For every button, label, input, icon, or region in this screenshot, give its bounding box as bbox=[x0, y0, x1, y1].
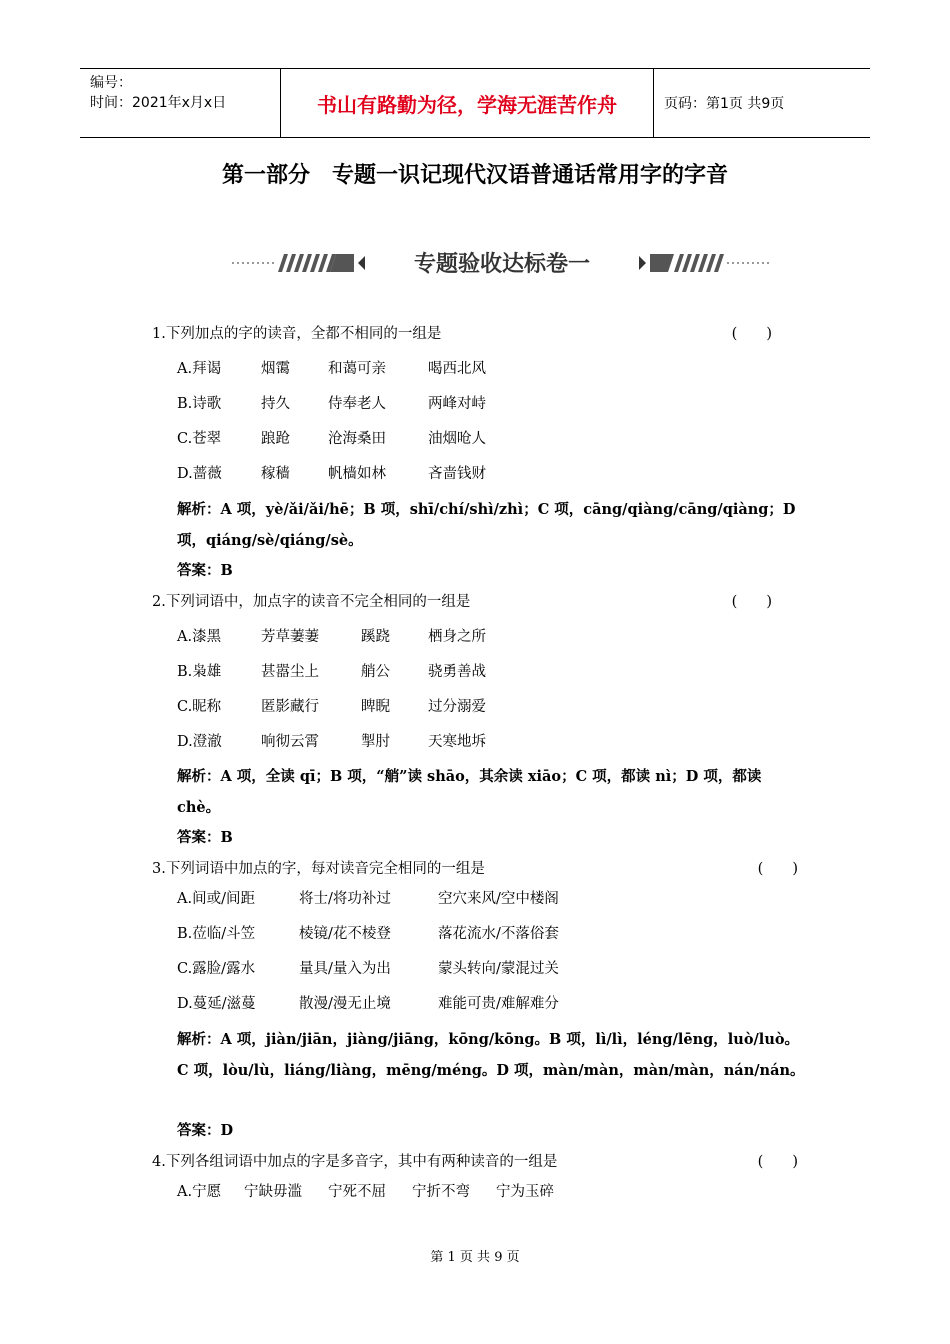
option-item: D.澄澈 bbox=[177, 734, 222, 750]
option-item: 踉跄 bbox=[261, 431, 290, 447]
option-item: 帆樯如林 bbox=[328, 466, 386, 482]
option-item: 过分溺爱 bbox=[428, 699, 486, 715]
answer: 答案：B bbox=[177, 829, 233, 846]
option-item: B.枭雄 bbox=[177, 664, 222, 680]
question-4 bbox=[152, 1151, 812, 1173]
option-item: 天寒地坼 bbox=[428, 734, 486, 750]
answer-paren: ( ) bbox=[757, 861, 798, 877]
option-item: 宁折不弯 bbox=[412, 1184, 470, 1200]
explanation: 解析：A 项，全读 qī；B 项，“艄”读 shāo，其余读 xiāo；C 项，都读 nì；D 项，都读 chè。 bbox=[177, 768, 762, 816]
option-item: 将士/将功补过 bbox=[299, 891, 391, 907]
option-item: 空穴来风/空中楼阁 bbox=[438, 891, 559, 907]
banner-decoration bbox=[232, 248, 772, 278]
option-item: 甚嚣尘上 bbox=[261, 664, 319, 680]
page-info: 页码：第1页 共9页 bbox=[664, 96, 785, 112]
option-item: D.蔓延/滋蔓 bbox=[177, 996, 256, 1012]
answer: 答案：D bbox=[177, 1122, 234, 1139]
stem-text: 2.下列词语中，加点字的读音不完全相同的一组是 bbox=[152, 594, 471, 610]
question-stem bbox=[152, 858, 812, 880]
option-item: 持久 bbox=[261, 396, 290, 412]
option-item: 量具/量入为出 bbox=[299, 961, 391, 977]
option-item: 棱镜/花不棱登 bbox=[299, 926, 391, 942]
option-item: 艄公 bbox=[361, 664, 390, 680]
option-item: A.间或/间距 bbox=[177, 891, 255, 907]
option-item: 两峰对峙 bbox=[428, 396, 486, 412]
option-item: 蒙头转向/蒙混过关 bbox=[438, 961, 559, 977]
option-item: 喝西北风 bbox=[428, 361, 486, 377]
option-item: 吝啬钱财 bbox=[428, 466, 486, 482]
option-item: 落花流水/不落俗套 bbox=[438, 926, 559, 942]
option-item: 和蔼可亲 bbox=[328, 361, 386, 377]
header-left-cell bbox=[80, 69, 280, 141]
header-page-cell bbox=[654, 69, 870, 137]
question-1 bbox=[152, 323, 812, 345]
option-item: 散漫/漫无止境 bbox=[299, 996, 391, 1012]
option-item: 宁为玉碎 bbox=[496, 1184, 554, 1200]
option-item: 匿影藏行 bbox=[261, 699, 319, 715]
option-item: C.昵称 bbox=[177, 699, 222, 715]
stem-text: 1.下列加点的字的读音，全都不相同的一组是 bbox=[152, 326, 442, 342]
number-label: 编号： bbox=[90, 75, 132, 91]
option-item: 蹊跷 bbox=[361, 629, 390, 645]
option-item: 宁死不屈 bbox=[328, 1184, 386, 1200]
option-item: 栖身之所 bbox=[428, 629, 486, 645]
option-item: 沧海桑田 bbox=[328, 431, 386, 447]
option-item: D.蔷薇 bbox=[177, 466, 222, 482]
page-title: 第一部分 专题一识记现代汉语普通话常用字的字音 bbox=[221, 163, 728, 188]
page-footer: 第 1 页 共 9 页 bbox=[430, 1250, 520, 1265]
option-item: A.宁愿 bbox=[177, 1184, 222, 1200]
option-item: 骁勇善战 bbox=[428, 664, 486, 680]
option-item: 稼穑 bbox=[261, 466, 290, 482]
question-3 bbox=[152, 858, 812, 880]
stem-text: 3.下列词语中加点的字，每对读音完全相同的一组是 bbox=[152, 861, 485, 877]
option-item: B.莅临/斗笠 bbox=[177, 926, 256, 942]
option-item: A.拜谒 bbox=[177, 361, 222, 377]
option-item: 响彻云霄 bbox=[261, 734, 319, 750]
option-item: A.漆黑 bbox=[177, 629, 222, 645]
option-item: 宁缺毋滥 bbox=[244, 1184, 302, 1200]
question-2 bbox=[152, 591, 812, 613]
question-stem bbox=[152, 1151, 812, 1173]
header-motto-cell bbox=[280, 69, 654, 137]
explanation: 解析：A 项，yè/ǎi/ǎi/hē；B 项，shī/chí/shì/zhì；C 项，cāng/qiàng/cāng/qiàng；D 项，qiáng/sè/qiáng/sè。 bbox=[177, 501, 796, 549]
banner-title: 专题验收达标卷一 bbox=[413, 252, 591, 277]
answer-paren: ( ) bbox=[731, 326, 772, 342]
stem-text: 4.下列各组词语中加点的字是多音字，其中有两种读音的一组是 bbox=[152, 1154, 558, 1170]
section-banner bbox=[232, 248, 772, 278]
explanation: 解析：A 项，jiàn/jiān，jiàng/jiāng，kōng/kōng。B 项，lì/lì，léng/lēng，luò/luò。C 项，lòu/lù，liáng/liàng，mēng/méng。D 项，màn/màn，màn/màn，nán/nán。 bbox=[177, 1031, 805, 1079]
motto-text: 书山有路勤为径，学海无涯苦作舟 bbox=[317, 92, 617, 117]
option-item: 侍奉老人 bbox=[328, 396, 386, 412]
time-label: 时间：2021年x月x日 bbox=[90, 95, 227, 111]
option-item: 芳草萋萋 bbox=[261, 629, 319, 645]
answer: 答案：B bbox=[177, 562, 233, 579]
option-item: 睥睨 bbox=[361, 699, 390, 715]
option-item: 油烟呛人 bbox=[428, 431, 486, 447]
answer-paren: ( ) bbox=[731, 594, 772, 610]
option-item: C.苍翠 bbox=[177, 431, 222, 447]
question-stem bbox=[152, 591, 812, 613]
answer-paren: ( ) bbox=[757, 1154, 798, 1170]
option-item: B.诗歌 bbox=[177, 396, 222, 412]
header-table bbox=[80, 68, 870, 138]
option-item: C.露脸/露水 bbox=[177, 961, 256, 977]
option-item: 难能可贵/难解难分 bbox=[438, 996, 559, 1012]
question-stem bbox=[152, 323, 812, 345]
option-item: 烟霭 bbox=[261, 361, 290, 377]
option-item: 掣肘 bbox=[361, 734, 390, 750]
